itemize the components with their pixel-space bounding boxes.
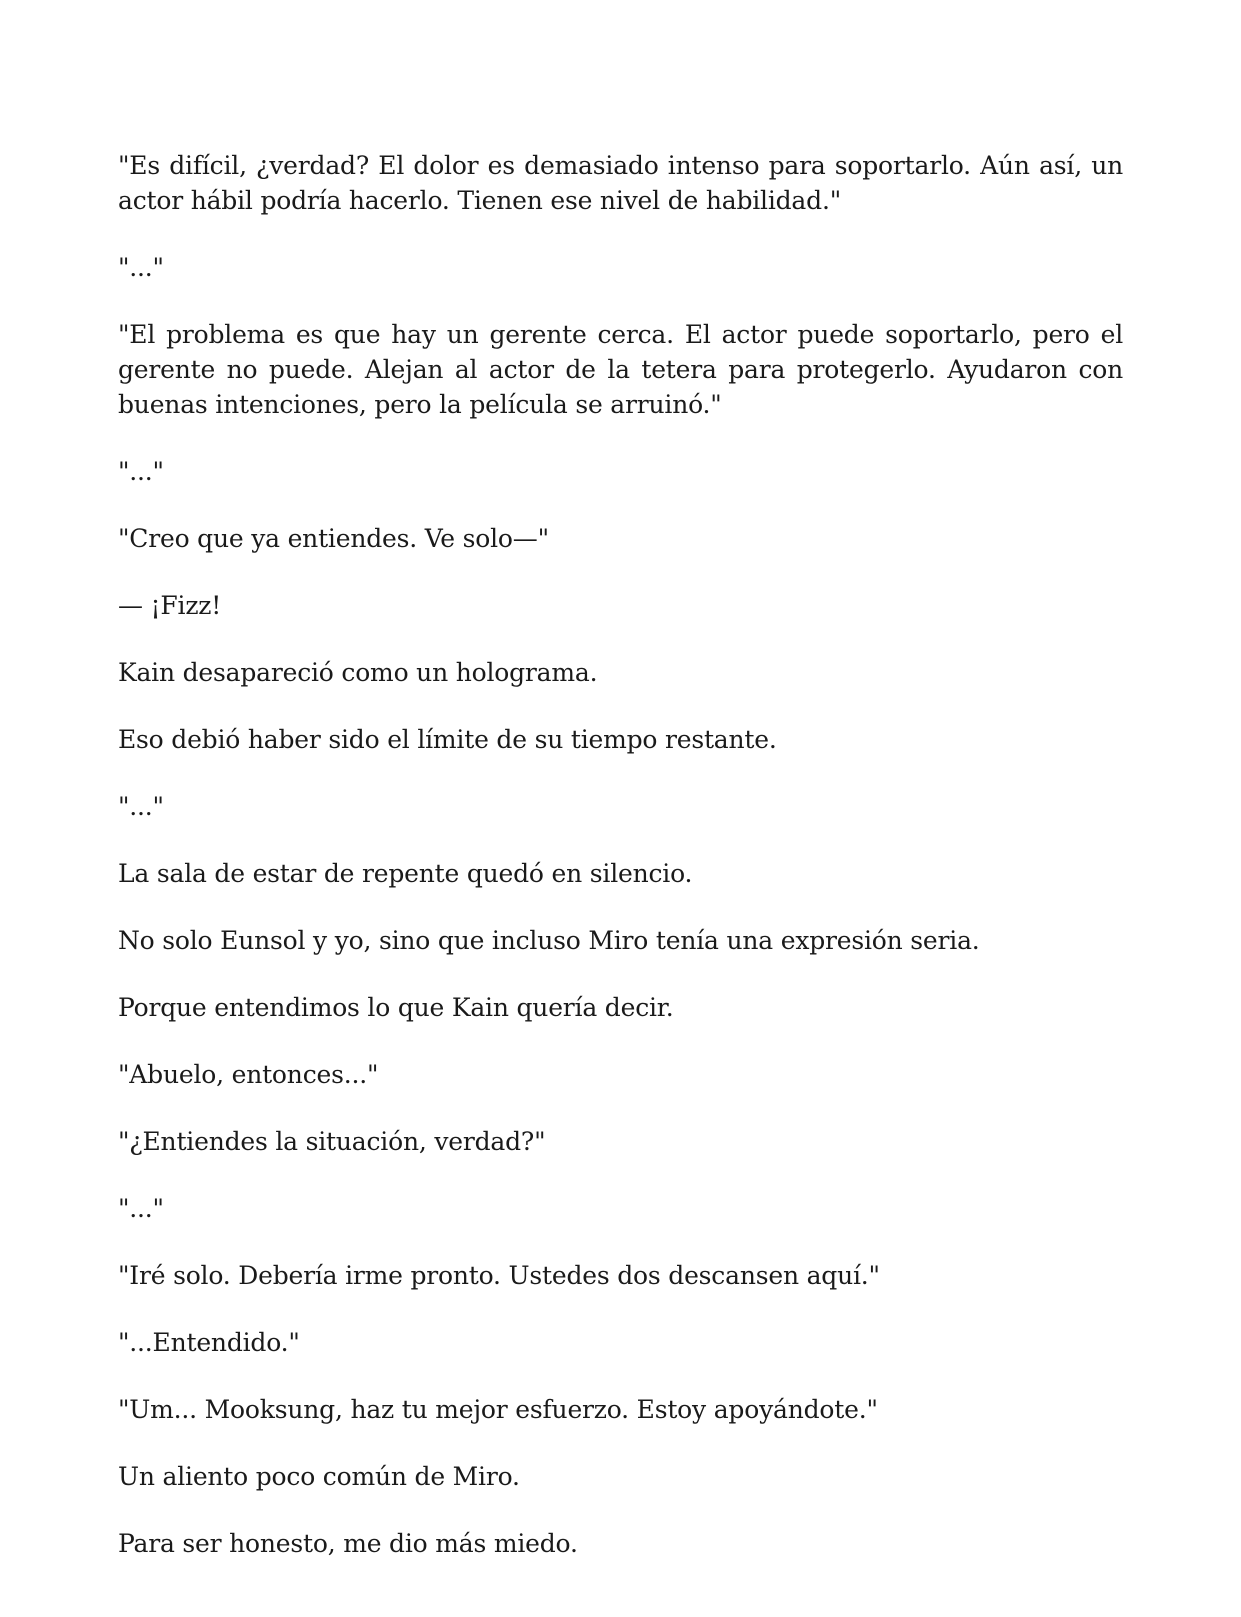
paragraph: "El problema es que hay un gerente cerca. El actor puede soportarlo, pero el gerente no puede. Alejan al actor de la tetera para protegerlo. Ayudaron con buenas intenciones, pero la película se arruinó." — [118, 320, 1123, 419]
paragraph: Kain desapareció como un holograma. — [118, 658, 598, 687]
paragraph: "Creo que ya entiendes. Ve solo—" — [118, 524, 549, 553]
paragraph: "..." — [118, 253, 164, 282]
paragraph: Un aliento poco común de Miro. — [118, 1462, 520, 1491]
paragraph: No solo Eunsol y yo, sino que incluso Miro tenía una expresión seria. — [118, 926, 980, 955]
paragraph: "Es difícil, ¿verdad? El dolor es demasiado intenso para soportarlo. Aún así, un actor hábil podría hacerlo. Tienen ese nivel de habilidad." — [118, 151, 1123, 215]
paragraph: "..." — [118, 792, 164, 821]
paragraph: "..." — [118, 1194, 164, 1223]
body-text — [118, 148, 1123, 1561]
paragraph: "Um... Mooksung, haz tu mejor esfuerzo. Estoy apoyándote." — [118, 1395, 878, 1424]
paragraph: "..." — [118, 457, 164, 486]
paragraph: "Iré solo. Debería irme pronto. Ustedes dos descansen aquí." — [118, 1261, 880, 1290]
paragraph: "¿Entiendes la situación, verdad?" — [118, 1127, 546, 1156]
paragraph: Eso debió haber sido el límite de su tiempo restante. — [118, 725, 777, 754]
paragraph: "...Entendido." — [118, 1328, 300, 1357]
paragraph: — ¡Fizz! — [118, 591, 222, 620]
paragraph: Para ser honesto, me dio más miedo. — [118, 1529, 578, 1558]
paragraph: Porque entendimos lo que Kain quería decir. — [118, 993, 674, 1022]
paragraph: La sala de estar de repente quedó en silencio. — [118, 859, 693, 888]
paragraph: "Abuelo, entonces..." — [118, 1060, 379, 1089]
